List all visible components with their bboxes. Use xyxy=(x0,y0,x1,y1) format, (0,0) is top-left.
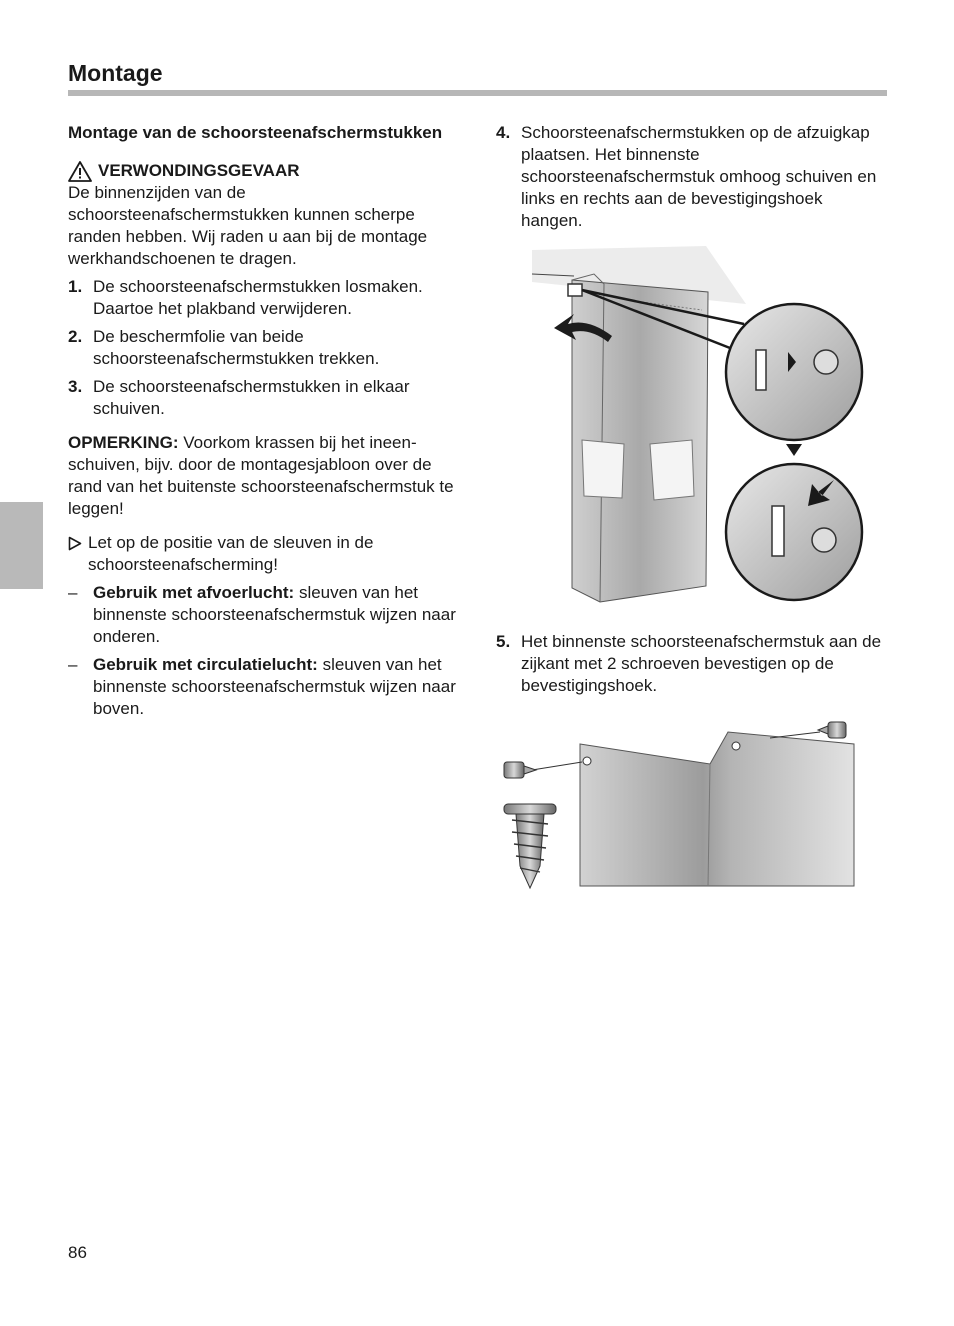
warning-heading xyxy=(68,160,456,182)
list-item xyxy=(68,376,456,420)
hint-triangle-icon xyxy=(68,536,82,551)
left-column xyxy=(68,122,456,726)
step5-list xyxy=(496,631,886,697)
step-number: 4. xyxy=(496,123,511,142)
right-column xyxy=(496,122,886,238)
option-label: Gebruik met circulatielucht: xyxy=(93,655,318,674)
page-number: 86 xyxy=(68,1243,87,1262)
step-text: De beschermfolie van beide schoorsteenafschermstukken trekken. xyxy=(93,327,380,368)
steps-list xyxy=(68,276,456,420)
dash-bullet: – xyxy=(68,655,78,674)
step-text: Schoorsteenafschermstukken op de afzuigkap plaatsen. Het binnenste schoorsteenafschermstuk omhoog schuiven en links en rechts aan de bevestigingshoek hangen. xyxy=(521,123,877,230)
list-item xyxy=(68,276,456,320)
list-item xyxy=(68,654,456,720)
step-number: 3. xyxy=(68,377,83,396)
step-number: 2. xyxy=(68,327,83,346)
list-item xyxy=(496,122,886,232)
step-number: 1. xyxy=(68,277,83,296)
warning-triangle-icon xyxy=(68,161,92,182)
options-list xyxy=(68,582,456,720)
title-rule xyxy=(68,90,887,96)
section-heading: Montage van de schoorsteenafschermstukken xyxy=(68,123,443,142)
chimney-mounting-illustration xyxy=(496,244,868,620)
list-item xyxy=(68,582,456,648)
step-number: 5. xyxy=(496,632,511,651)
warning-text: De binnenzijden van de schoorsteenafschermstukken kunnen scherpe randen hebben. Wij raden u aan bij de montage werkhandschoenen te dragen. xyxy=(68,183,428,268)
option-label: Gebruik met afvoerlucht: xyxy=(93,583,295,602)
step-text: Het binnenste schoorsteenafschermstuk aan de zijkant met 2 schroeven bevestigen op de bevestigingshoek. xyxy=(521,632,882,695)
step5-block xyxy=(496,631,886,703)
list-item xyxy=(496,631,886,697)
screw-fastening-illustration xyxy=(494,716,858,894)
list-item xyxy=(68,326,456,370)
option-text: sleuven van het binnenste schoorsteenafschermstuk wijzen naar onderen. xyxy=(93,583,456,646)
note-paragraph xyxy=(68,432,456,520)
warning-title: VERWONDINGSGEVAAR xyxy=(98,161,300,180)
hint-text: Let op de positie van de sleuven in de schoorsteenafscherming! xyxy=(88,533,374,574)
page-title: Montage xyxy=(68,60,163,86)
step-text: De schoorsteenafschermstukken in elkaar schuiven. xyxy=(93,377,410,418)
step4-list xyxy=(496,122,886,232)
note-label: OPMERKING: xyxy=(68,433,179,452)
step-text: De schoorsteenafschermstukken losmaken. Daartoe het plakband verwijderen. xyxy=(93,277,423,318)
chapter-side-tab xyxy=(0,502,43,589)
hint xyxy=(68,532,456,576)
note-text: Voorkom krassen bij het ineen-schuiven, bijv. door de montagesjabloon over de rand van het buitenste schoorsteenafschermstuk te leggen! xyxy=(68,433,454,518)
option-text: sleuven van het binnenste schoorsteenafschermstuk wijzen naar boven. xyxy=(93,655,456,718)
dash-bullet: – xyxy=(68,583,78,602)
